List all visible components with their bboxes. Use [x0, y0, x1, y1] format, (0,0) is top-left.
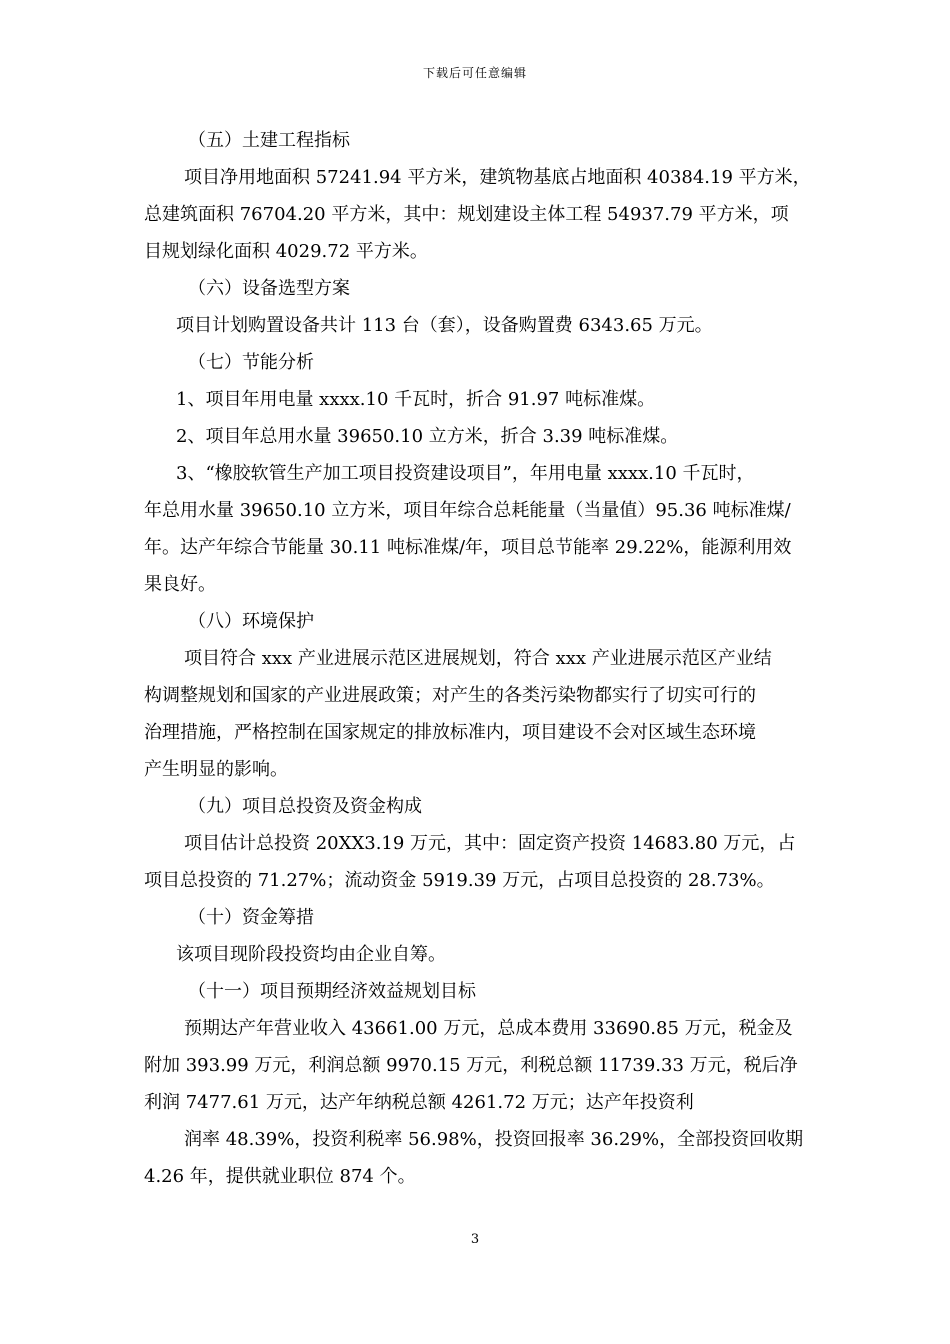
paragraph-line: 果良好。 — [144, 574, 216, 595]
paragraph-line: 项目计划购置设备共计 113 台（套），设备购置费 6343.65 万元。 — [176, 315, 713, 336]
paragraph-line: 3、“橡胶软管生产加工项目投资建设项目”，年用电量 xxxx.10 千瓦时， — [176, 463, 755, 484]
paragraph-line: 总建筑面积 76704.20 平方米，其中：规划建设主体工程 54937.79 平方米，项 — [144, 204, 789, 225]
paragraph-line: 项目符合 xxx 产业进展示范区进展规划，符合 xxx 产业进展示范区产业结 — [184, 648, 772, 669]
paragraph-line: 年。达产年综合节能量 30.11 吨标准煤/年，项目总节能率 29.22%，能源利用效 — [144, 537, 792, 558]
document-body — [144, 122, 812, 1195]
section-heading: （六）设备选型方案 — [188, 278, 350, 299]
paragraph-line: 产生明显的影响。 — [144, 759, 288, 780]
paragraph-line: 该项目现阶段投资均由企业自筹。 — [176, 944, 446, 965]
paragraph-line: 预期达产年营业收入 43661.00 万元，总成本费用 33690.85 万元，税金及 — [184, 1018, 793, 1039]
paragraph-line: 1、项目年用电量 xxxx.10 千瓦时，折合 91.97 吨标准煤。 — [176, 389, 656, 410]
paragraph-line: 润率 48.39%，投资利税率 56.98%，投资回报率 36.29%，全部投资回收期 — [184, 1129, 804, 1150]
paragraph-line: 项目总投资的 71.27%；流动资金 5919.39 万元，占项目总投资的 28.73%。 — [144, 870, 775, 891]
paragraph-line: 构调整规划和国家的产业进展政策；对产生的各类污染物都实行了切实可行的 — [144, 685, 756, 706]
paragraph-line: 治理措施，严格控制在国家规定的排放标准内，项目建设不会对区域生态环境 — [144, 722, 756, 743]
paragraph-line: 目规划绿化面积 4029.72 平方米。 — [144, 241, 428, 262]
paragraph-line: 利润 7477.61 万元，达产年纳税总额 4261.72 万元；达产年投资利 — [144, 1092, 694, 1113]
page-header: 下载后可任意编辑 — [422, 66, 527, 80]
section-heading: （十）资金筹措 — [188, 907, 314, 928]
paragraph-line: 附加 393.99 万元，利润总额 9970.15 万元，利税总额 11739.33 万元，税后净 — [144, 1055, 798, 1076]
section-heading: （五）土建工程指标 — [188, 130, 350, 151]
section-heading: （八）环境保护 — [188, 611, 314, 632]
paragraph-line: 4.26 年，提供就业职位 874 个。 — [144, 1166, 416, 1187]
paragraph-line: 项目净用地面积 57241.94 平方米，建筑物基底占地面积 40384.19 平方米， — [184, 167, 811, 188]
paragraph-line: 2、项目年总用水量 39650.10 立方米，折合 3.39 吨标准煤。 — [176, 426, 679, 447]
paragraph-line: 项目估计总投资 20XX3.19 万元，其中：固定资产投资 14683.80 万元，占 — [184, 833, 796, 854]
section-heading: （十一）项目预期经济效益规划目标 — [188, 981, 476, 1002]
page-number: 3 — [470, 1232, 480, 1247]
paragraph-line: 年总用水量 39650.10 立方米，项目年综合总耗能量（当量值）95.36 吨标准煤/ — [144, 500, 791, 521]
section-heading: （七）节能分析 — [188, 352, 314, 373]
section-heading: （九）项目总投资及资金构成 — [188, 796, 422, 817]
